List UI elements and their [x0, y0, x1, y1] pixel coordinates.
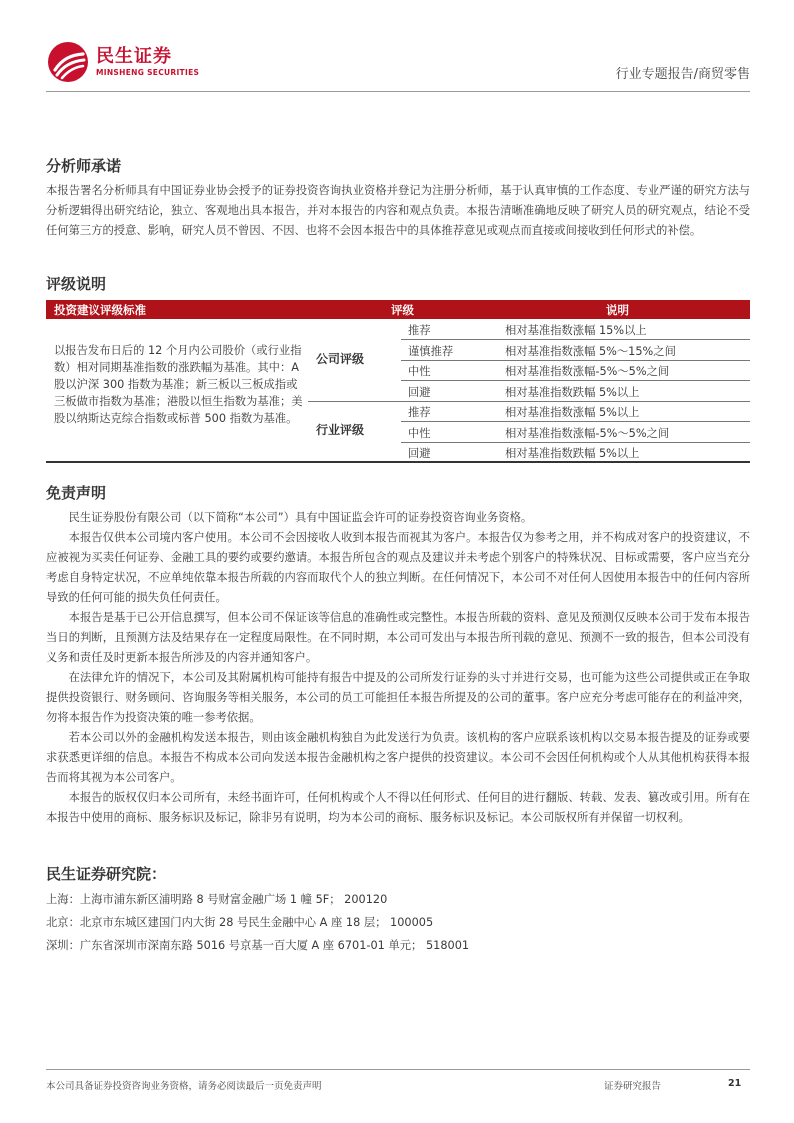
rating-desc: 相对基准指数跌幅 5%以上: [505, 385, 640, 399]
table-row: [401, 442, 750, 463]
rating-desc: 相对基准指数涨幅-5%～5%之间: [505, 426, 670, 440]
table-row: [401, 340, 750, 361]
row-divider: [401, 380, 750, 381]
rating-desc: 相对基准指数涨幅 5%以上: [505, 406, 640, 419]
rating-level: 谨慎推荐: [408, 344, 454, 358]
address-shenzhen: 深圳：广东省深圳市深南东路 5016 号京基一百大厦 A 座 6701-01 单元； 518001: [46, 939, 470, 952]
row-divider: [401, 339, 750, 340]
rating-level: 回避: [408, 385, 431, 399]
logo-chinese-name: 民生证券: [96, 46, 172, 67]
disclaimer-title: 免责声明: [46, 484, 107, 502]
disclaimer-paragraph: 本报告的版权仅归本公司所有，未经书面许可，任何机构或个人不得以任何形式、任何目的进行翻版、转载、发表、篡改或引用。所有在本报告中使用的商标、服务标识及标记，除非另有说明，均为本公司的商标、服务标识及标记。本公司版权所有并保留一切权利。: [46, 791, 750, 824]
table-row: [401, 401, 750, 422]
header-rating: 评级: [391, 303, 414, 317]
minsheng-logo-icon: [46, 40, 90, 84]
rating-section-title: 评级说明: [46, 275, 107, 293]
page-header: [46, 40, 750, 96]
disclaimer-paragraph: 若本公司以外的金融机构发送本报告，则由该金融机构独自为此发送行为负责。该机构的客户应联系该机构以交易本报告提及的证券或要求获悉更详细的信息。本报告不构成本公司向发送本报告金融机构之客户提供的投资建议。本公司不会因任何机构或个人从其他机构获得本报告而将其视为本公司客户。: [46, 731, 750, 784]
header-criteria: 投资建议评级标准: [54, 303, 146, 317]
address-beijing: 北京：北京市东城区建国门内大街 28 号民生金融中心 A 座 18 层； 100005: [46, 916, 434, 929]
page-number: 21: [728, 1078, 742, 1089]
row-divider: [401, 442, 750, 443]
disclaimer-paragraph: 本报告是基于已公开信息撰写，但本公司不保证该等信息的准确性或完整性。本报告所载的资料、意见及预测仅反映本公司于发布本报告当日的判断，且预测方法及结果存在一定程度局限性。在不同时期，本公司可发出与本报告所刊载的意见、预测不一致的报告，但本公司没有义务和责任及时更新本报告所涉及的内容并通知客户。: [46, 611, 750, 664]
table-row: [401, 381, 750, 402]
rating-criteria-text: 以报告发布日后的 12 个月内公司股价（或行业指数）相对同期基准指数的涨跌幅为基准。其中：A 股以沪深 300 指数为基准；新三板以三板成指或三板做市指数为基准；港股以恒生指数为基准；美股以纳斯达克综合指数或标普 500 指数为基准。: [54, 344, 303, 425]
footer-notice: 本公司具备证券投资咨询业务资格，请务必阅读最后一页免责声明: [46, 1081, 322, 1092]
header-description: 说明: [606, 303, 629, 317]
industry-rating-label: 行业评级: [316, 423, 365, 437]
logo-english-name: MINSHENG SECURITIES: [96, 68, 200, 77]
rating-level: 中性: [408, 365, 431, 378]
table-row: [401, 422, 750, 443]
rating-table-header: [46, 300, 750, 319]
footer-divider: [46, 1069, 750, 1070]
table-bottom-rule: [46, 461, 750, 463]
address-shanghai: 上海：上海市浦东新区浦明路 8 号财富金融广场 1 幢 5F； 200120: [46, 893, 388, 906]
institute-title: 民生证券研究院：: [46, 865, 167, 883]
rating-level: 回避: [408, 447, 431, 460]
row-divider: [401, 421, 750, 422]
row-divider: [401, 360, 750, 361]
rating-level: 推荐: [408, 406, 431, 419]
rating-level: 中性: [408, 426, 431, 440]
disclaimer-paragraph: 在法律允许的情况下，本公司及其附属机构可能持有报告中提及的公司所发行证券的头寸并进行交易，也可能为这些公司提供或正在争取提供投资银行、财务顾问、咨询服务等相关服务，本公司的员工可能担任本报告所提及的公司的董事。客户应充分考虑可能存在的利益冲突，勿将本报告作为投资决策的唯一参考依据。: [46, 671, 750, 724]
disclaimer-paragraph: 民生证券股份有限公司（以下简称“本公司”）具有中国证监会许可的证券投资咨询业务资格。: [68, 511, 533, 524]
table-row: [401, 360, 750, 381]
rating-desc: 相对基准指数涨幅 5%～15%之间: [505, 344, 676, 358]
group-divider: [308, 401, 750, 402]
rating-desc: 相对基准指数跌幅 5%以上: [505, 447, 640, 460]
footer-report-label: 证券研究报告: [604, 1081, 662, 1092]
analyst-commitment-title: 分析师承诺: [46, 157, 122, 175]
company-logo: [46, 40, 199, 84]
rating-desc: 相对基准指数涨幅 15%以上: [505, 324, 647, 337]
report-type: 行业专题报告/商贸零售: [615, 67, 750, 82]
table-row: [401, 319, 750, 340]
header-divider: [46, 91, 750, 92]
rating-level: 推荐: [408, 324, 431, 337]
company-rating-label: 公司评级: [316, 352, 365, 366]
rating-table: [46, 300, 750, 462]
analyst-commitment-body: 本报告署名分析师具有中国证券业协会授予的证券投资咨询执业资格并登记为注册分析师，基于认真审慎的工作态度、专业严谨的研究方法与分析逻辑得出研究结论，独立、客观地出具本报告，并对本报告的内容和观点负责。本报告清晰准确地反映了研究人员的研究观点，结论不受任何第三方的授意、影响，研究人员不曾因、不因、也将不会因本报告中的具体推荐意见或观点而直接或间接收到任何形式的补偿。: [46, 184, 750, 237]
disclaimer-paragraph: 本报告仅供本公司境内客户使用。本公司不会因接收人收到本报告而视其为客户。本报告仅为参考之用，并不构成对客户的投资建议，不应被视为买卖任何证券、金融工具的要约或要约邀请。本报告所包含的观点及建议并未考虑个别客户的特殊状况、目标或需要，客户应当充分考虑自身特定状况，不应单纯依靠本报告所载的内容而取代个人的独立判断。在任何情况下，本公司不对任何人因使用本报告中的任何内容所导致的任何可能的损失负任何责任。: [46, 531, 750, 604]
rating-desc: 相对基准指数涨幅-5%～5%之间: [505, 365, 670, 378]
